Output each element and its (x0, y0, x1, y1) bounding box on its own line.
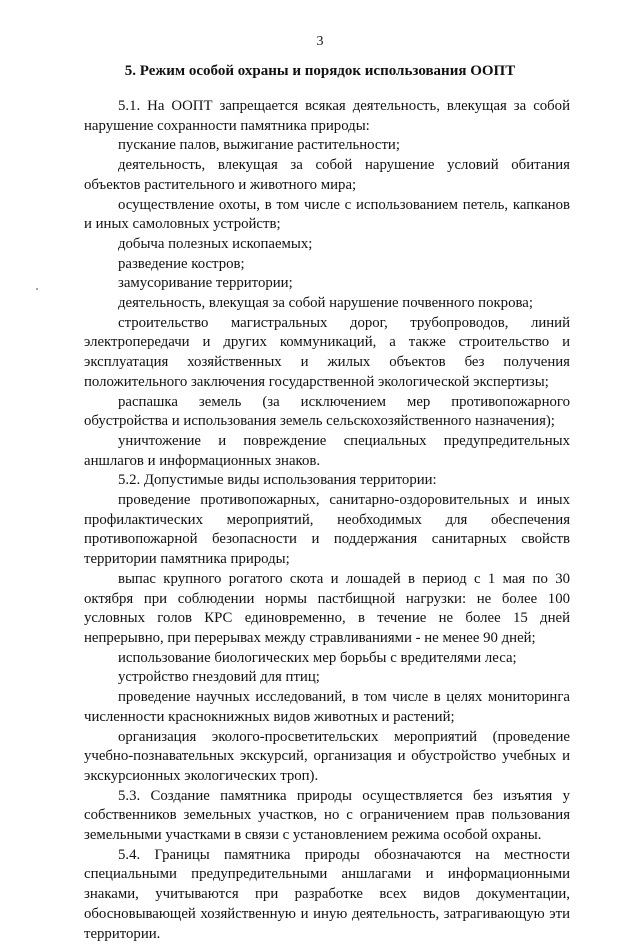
list-item: деятельность, влекущая за собой нарушение почвенного покрова; (118, 295, 533, 312)
list-item: проведение противопожарных, санитарно-оздоровительных и иных профилактических мероприятий, необходимых для обеспечения противопожарной безопасности и поддержания санитарных свойств территории памятника природы; (84, 492, 570, 568)
list-item: проведение научных исследований, в том числе в целях мониторинга численности краснокнижных видов животных и растений; (84, 689, 570, 725)
list-item: осуществление охоты, в том числе с использованием петель, капканов и иных самоловных устройств; (84, 196, 570, 233)
list-item: разведение костров; (118, 255, 245, 272)
section-heading: 5. Режим особой охраны и порядок использования ООПТ (124, 63, 516, 79)
list-item: добыча полезных ископаемых; (118, 235, 313, 252)
list-item: устройство гнездовий для птиц; (118, 669, 320, 686)
paragraph-5-3: 5.3. Создание памятника природы осуществляется без изъятия у собственников земельных участков, но с ограничением прав пользования земельными участками в связи с установлением режима особой охраны. (84, 787, 570, 844)
paragraph-5-1-intro: 5.1. На ООПТ запрещается всякая деятельность, влекущая за собой нарушение сохранности памятника природы: (84, 98, 570, 134)
list-item: распашка земель (за исключением мер противопожарного обустройства и использования земель сельскохозяйственного назначения); (84, 393, 570, 430)
page-number: 3 (316, 34, 324, 49)
document-body (84, 97, 570, 944)
margin-speck (36, 288, 38, 290)
list-item: уничтожение и повреждение специальных предупредительных аншлагов и информационных знаков. (84, 432, 570, 469)
paragraph-5-2-intro: 5.2. Допустимые виды использования территории: (118, 472, 437, 489)
list-item: строительство магистральных дорог, трубопроводов, линий электропередачи и других коммуникаций, а также строительство и эксплуатация хозяйственных и жилых объектов без получения положительного заключения государственной экологической экспертизы; (84, 314, 570, 390)
paragraph-5-4: 5.4. Границы памятника природы обозначаются на местности специальными предупредительными аншлагами и информационными знаками, учитываются при разработке всех видов документации, обосновывающей хозяйственную и иную деятельность, затрагивающую эти территории. (84, 846, 570, 942)
list-item: пускание палов, выжигание растительности; (118, 137, 400, 154)
list-item: замусоривание территории; (118, 275, 293, 292)
list-item: деятельность, влекущая за собой нарушение условий обитания объектов растительного и животного мира; (84, 157, 570, 193)
list-item: выпас крупного рогатого скота и лошадей в период с 1 мая по 30 октября при соблюдении нормы пастбищной нагрузки: не более 100 условных голов КРС единовременно, в течение не более 15 дней непрерывно, при перерывах между стравливаниями - не менее 90 дней; (84, 570, 570, 646)
list-item: использование биологических мер борьбы с вредителями леса; (118, 649, 517, 666)
list-item: организация эколого-просветительских мероприятий (проведение учебно-познавательных экскурсий, организация и обустройство учебных и экскурсионных экологических троп). (84, 728, 570, 784)
